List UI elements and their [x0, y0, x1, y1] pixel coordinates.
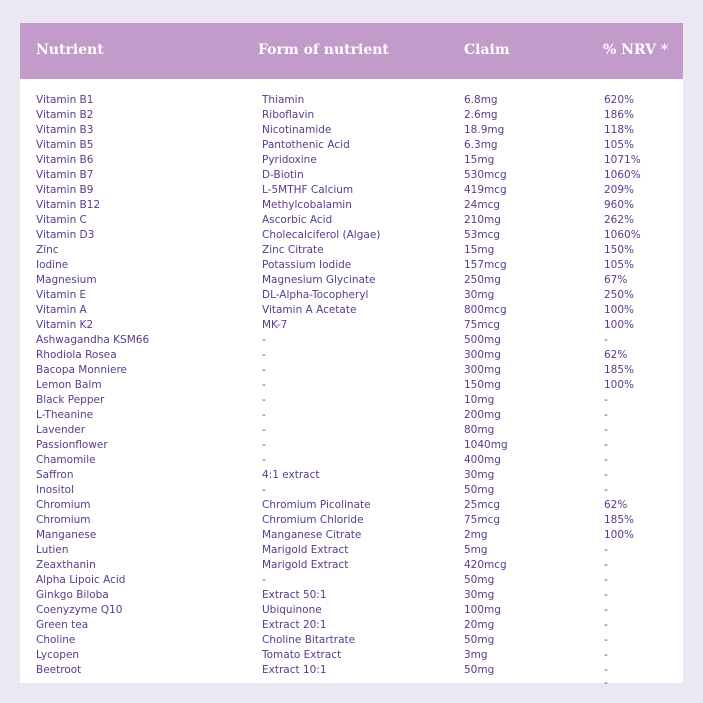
- nutrient-cell: Zeaxthanin: [36, 559, 96, 571]
- nutrient-cell: Vitamin B1: [36, 94, 94, 106]
- claim-cell: 25mcg: [464, 499, 501, 511]
- nrv-cell: -: [604, 484, 608, 496]
- nrv-cell: 100%: [604, 379, 635, 391]
- nrv-cell: 1060%: [604, 169, 641, 181]
- stray-dash: -: [604, 677, 608, 689]
- nrv-cell: -: [604, 454, 608, 466]
- claim-cell: 500mg: [464, 334, 501, 346]
- nutrient-cell: Choline: [36, 634, 76, 646]
- form-cell: 4:1 extract: [262, 469, 320, 481]
- nrv-cell: -: [604, 634, 608, 646]
- table-row: [20, 408, 683, 423]
- claim-cell: 6.3mg: [464, 139, 498, 151]
- nutrient-cell: Passionflower: [36, 439, 108, 451]
- table-row: [20, 393, 683, 408]
- claim-cell: 200mg: [464, 409, 501, 421]
- nutrient-cell: Alpha Lipoic Acid: [36, 574, 126, 586]
- form-cell: -: [262, 364, 266, 376]
- table-row: [20, 468, 683, 483]
- table-row: [20, 453, 683, 468]
- form-cell: Extract 20:1: [262, 619, 327, 631]
- table-row: [20, 318, 683, 333]
- header-form: Form of nutrient: [258, 42, 389, 58]
- form-cell: Ubiquinone: [262, 604, 322, 616]
- nrv-cell: 1060%: [604, 229, 641, 241]
- nrv-cell: -: [604, 649, 608, 661]
- table-row: [20, 573, 683, 588]
- nutrient-cell: Inositol: [36, 484, 75, 496]
- nutrient-cell: Vitamin B3: [36, 124, 94, 136]
- claim-cell: 400mg: [464, 454, 501, 466]
- form-cell: Vitamin A Acetate: [262, 304, 357, 316]
- form-cell: DL-Alpha-Tocopheryl: [262, 289, 369, 301]
- table-row: [20, 288, 683, 303]
- claim-cell: 30mg: [464, 469, 495, 481]
- form-cell: Chromium Chloride: [262, 514, 364, 526]
- form-cell: Ascorbic Acid: [262, 214, 333, 226]
- nutrient-cell: Vitamin A: [36, 304, 87, 316]
- form-cell: Nicotinamide: [262, 124, 332, 136]
- nrv-cell: 62%: [604, 499, 628, 511]
- nutrient-cell: Manganese: [36, 529, 97, 541]
- table-row: [20, 528, 683, 543]
- nutrient-cell: L-Theanine: [36, 409, 94, 421]
- nrv-cell: 620%: [604, 94, 635, 106]
- nutrient-cell: Vitamin K2: [36, 319, 94, 331]
- nrv-cell: -: [604, 604, 608, 616]
- claim-cell: 50mg: [464, 484, 495, 496]
- nutrient-cell: Ginkgo Biloba: [36, 589, 109, 601]
- claim-cell: 24mcg: [464, 199, 501, 211]
- nrv-cell: 209%: [604, 184, 635, 196]
- form-cell: -: [262, 334, 266, 346]
- nutrient-cell: Beetroot: [36, 664, 82, 676]
- table-row: [20, 378, 683, 393]
- nrv-cell: -: [604, 619, 608, 631]
- form-cell: Choline Bitartrate: [262, 634, 356, 646]
- form-cell: Tomato Extract: [262, 649, 342, 661]
- nutrient-cell: Zinc: [36, 244, 59, 256]
- table-row: [20, 153, 683, 168]
- claim-cell: 10mg: [464, 394, 495, 406]
- claim-cell: 50mg: [464, 574, 495, 586]
- nrv-cell: -: [604, 334, 608, 346]
- table-header: [20, 23, 683, 79]
- form-cell: -: [262, 379, 266, 391]
- claim-cell: 15mg: [464, 244, 495, 256]
- form-cell: Potassium Iodide: [262, 259, 352, 271]
- form-cell: Marigold Extract: [262, 559, 349, 571]
- nrv-cell: 1071%: [604, 154, 641, 166]
- claim-cell: 419mcg: [464, 184, 507, 196]
- claim-cell: 6.8mg: [464, 94, 498, 106]
- form-cell: -: [262, 574, 266, 586]
- table-row: [20, 258, 683, 273]
- nutrient-cell: Coenyzyme Q10: [36, 604, 123, 616]
- claim-cell: 3mg: [464, 649, 488, 661]
- nrv-cell: 67%: [604, 274, 628, 286]
- nutrient-cell: Chromium: [36, 499, 91, 511]
- nrv-cell: -: [604, 394, 608, 406]
- table-row: [20, 363, 683, 378]
- form-cell: D-Biotin: [262, 169, 304, 181]
- claim-cell: 20mg: [464, 619, 495, 631]
- claim-cell: 5mg: [464, 544, 488, 556]
- nutrient-cell: Vitamin B5: [36, 139, 94, 151]
- form-cell: -: [262, 484, 266, 496]
- table-row: [20, 438, 683, 453]
- nutrient-cell: Bacopa Monniere: [36, 364, 127, 376]
- table-body: [20, 93, 683, 678]
- table-row: [20, 633, 683, 648]
- claim-cell: 75mcg: [464, 514, 501, 526]
- form-cell: Extract 50:1: [262, 589, 327, 601]
- table-row: [20, 108, 683, 123]
- nutrient-cell: Lycopen: [36, 649, 80, 661]
- nutrient-cell: Vitamin D3: [36, 229, 95, 241]
- claim-cell: 18.9mg: [464, 124, 505, 136]
- claim-cell: 420mcg: [464, 559, 507, 571]
- table-row: [20, 333, 683, 348]
- nrv-cell: 960%: [604, 199, 635, 211]
- form-cell: Riboflavin: [262, 109, 315, 121]
- nutrient-cell: Lavender: [36, 424, 86, 436]
- table-row: [20, 543, 683, 558]
- claim-cell: 75mcg: [464, 319, 501, 331]
- form-cell: -: [262, 454, 266, 466]
- claim-cell: 50mg: [464, 664, 495, 676]
- table-row: [20, 348, 683, 363]
- nutrient-cell: Ashwagandha KSM66: [36, 334, 150, 346]
- table-row: [20, 93, 683, 108]
- claim-cell: 157mcg: [464, 259, 507, 271]
- table-row: [20, 588, 683, 603]
- claim-cell: 50mg: [464, 634, 495, 646]
- form-cell: Extract 10:1: [262, 664, 327, 676]
- nutrient-cell: Vitamin B9: [36, 184, 94, 196]
- table-row: [20, 618, 683, 633]
- nrv-cell: 150%: [604, 244, 635, 256]
- claim-cell: 2.6mg: [464, 109, 498, 121]
- nutrient-cell: Lemon Balm: [36, 379, 102, 391]
- nutrient-cell: Lutien: [36, 544, 69, 556]
- nutrient-cell: Vitamin B7: [36, 169, 94, 181]
- table-row: [20, 123, 683, 138]
- form-cell: Thiamin: [262, 94, 305, 106]
- claim-cell: 210mg: [464, 214, 501, 226]
- table-row: [20, 558, 683, 573]
- claim-cell: 1040mg: [464, 439, 508, 451]
- nrv-cell: 185%: [604, 364, 635, 376]
- nutrient-cell: Green tea: [36, 619, 89, 631]
- nrv-cell: 100%: [604, 319, 635, 331]
- claim-cell: 150mg: [464, 379, 501, 391]
- table-row: [20, 228, 683, 243]
- nrv-cell: -: [604, 589, 608, 601]
- nrv-cell: 105%: [604, 259, 635, 271]
- claim-cell: 100mg: [464, 604, 501, 616]
- form-cell: -: [262, 424, 266, 436]
- form-cell: Zinc Citrate: [262, 244, 324, 256]
- nutrient-cell: Vitamin E: [36, 289, 87, 301]
- table-row: [20, 603, 683, 618]
- claim-cell: 300mg: [464, 364, 501, 376]
- form-cell: Marigold Extract: [262, 544, 349, 556]
- table-row: [20, 423, 683, 438]
- table-row: [20, 168, 683, 183]
- nutrition-table: [20, 23, 683, 683]
- claim-cell: 80mg: [464, 424, 495, 436]
- nrv-cell: -: [604, 439, 608, 451]
- nrv-cell: -: [604, 664, 608, 676]
- table-row: [20, 183, 683, 198]
- form-cell: Methylcobalamin: [262, 199, 352, 211]
- nutrient-cell: Vitamin C: [36, 214, 87, 226]
- nutrient-cell: Chamomile: [36, 454, 96, 466]
- claim-cell: 15mg: [464, 154, 495, 166]
- header-nrv: % NRV *: [603, 42, 669, 58]
- form-cell: -: [262, 439, 266, 451]
- claim-cell: 30mg: [464, 589, 495, 601]
- claim-cell: 250mg: [464, 274, 501, 286]
- nrv-cell: 262%: [604, 214, 635, 226]
- form-cell: Pantothenic Acid: [262, 139, 350, 151]
- nrv-cell: -: [604, 559, 608, 571]
- table-row: [20, 198, 683, 213]
- form-cell: Manganese Citrate: [262, 529, 362, 541]
- nrv-cell: 100%: [604, 304, 635, 316]
- nrv-cell: 185%: [604, 514, 635, 526]
- claim-cell: 300mg: [464, 349, 501, 361]
- claim-cell: 530mcg: [464, 169, 507, 181]
- table-row: [20, 303, 683, 318]
- form-cell: -: [262, 394, 266, 406]
- form-cell: L-5MTHF Calcium: [262, 184, 354, 196]
- table-row: [20, 138, 683, 153]
- form-cell: Magnesium Glycinate: [262, 274, 376, 286]
- table-row: [20, 648, 683, 663]
- form-cell: MK-7: [262, 319, 288, 331]
- form-cell: -: [262, 349, 266, 361]
- form-cell: Chromium Picolinate: [262, 499, 371, 511]
- nutrient-cell: Vitamin B6: [36, 154, 94, 166]
- nrv-cell: -: [604, 409, 608, 421]
- nrv-cell: 186%: [604, 109, 635, 121]
- table-row: [20, 213, 683, 228]
- nutrient-cell: Iodine: [36, 259, 69, 271]
- nutrient-cell: Rhodiola Rosea: [36, 349, 117, 361]
- nutrient-cell: Chromium: [36, 514, 91, 526]
- claim-cell: 53mcg: [464, 229, 501, 241]
- form-cell: Cholecalciferol (Algae): [262, 229, 381, 241]
- nutrient-cell: Magnesium: [36, 274, 97, 286]
- table-row: [20, 498, 683, 513]
- nutrient-cell: Vitamin B12: [36, 199, 101, 211]
- claim-cell: 800mcg: [464, 304, 507, 316]
- nutrient-cell: Saffron: [36, 469, 74, 481]
- header-nutrient: Nutrient: [36, 42, 104, 58]
- nrv-cell: 118%: [604, 124, 635, 136]
- header-claim: Claim: [464, 42, 510, 58]
- claim-cell: 2mg: [464, 529, 488, 541]
- claim-cell: 30mg: [464, 289, 495, 301]
- nrv-cell: -: [604, 574, 608, 586]
- table-row: [20, 243, 683, 258]
- form-cell: Pyridoxine: [262, 154, 317, 166]
- nrv-cell: 105%: [604, 139, 635, 151]
- table-row: [20, 513, 683, 528]
- table-row: [20, 273, 683, 288]
- nrv-cell: -: [604, 424, 608, 436]
- nrv-cell: -: [604, 469, 608, 481]
- nrv-cell: -: [604, 544, 608, 556]
- nrv-cell: 62%: [604, 349, 628, 361]
- nutrient-cell: Black Pepper: [36, 394, 105, 406]
- table-row: [20, 663, 683, 678]
- nutrient-cell: Vitamin B2: [36, 109, 94, 121]
- nrv-cell: 250%: [604, 289, 635, 301]
- table-row: [20, 483, 683, 498]
- nrv-cell: 100%: [604, 529, 635, 541]
- form-cell: -: [262, 409, 266, 421]
